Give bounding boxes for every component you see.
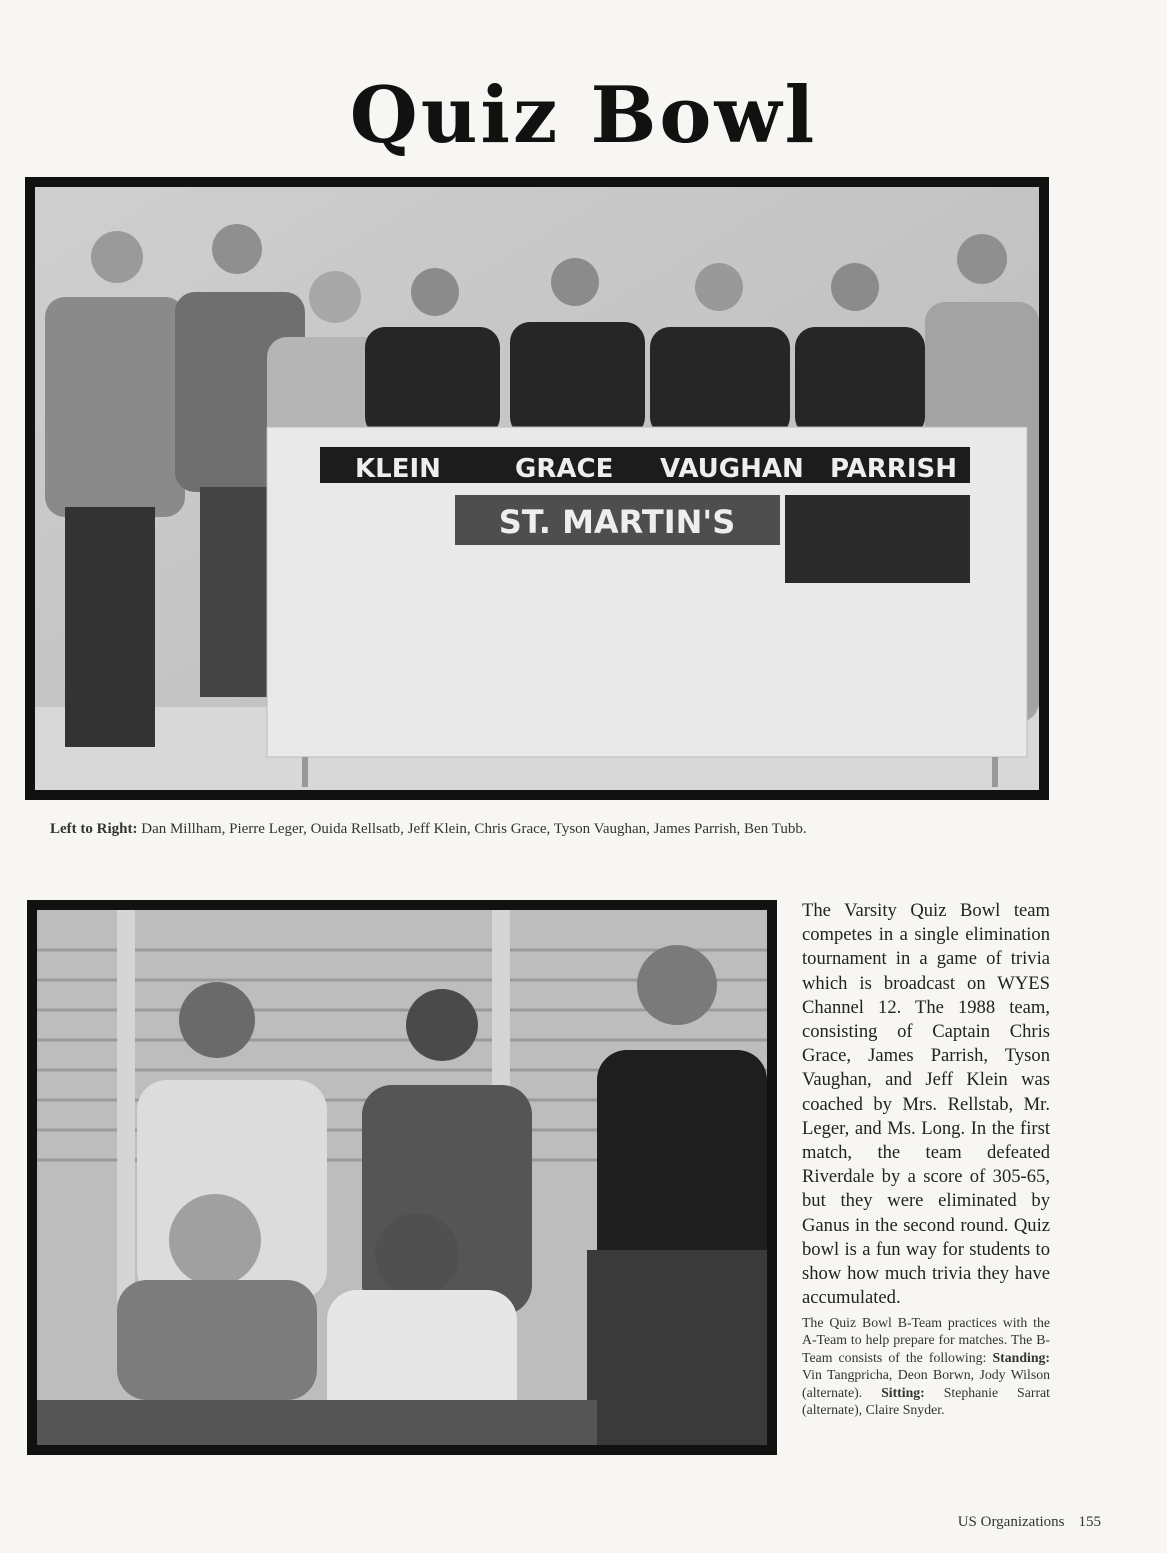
- article-body: The Varsity Quiz Bowl team competes in a single elimination tournament in a game of trivia which is broadcast on WYES Channel 12. The 1988 team, consisting of Captain Chris Grace, James Parrish, Tyson Vaughan, and Jeff Klein was coached by Mrs. Rellstab, Mr. Leger, and Ms. Long. In the first match, the team defeated Riverdale by a score of 305-65, but they were eliminated by Ganus in the second round. Quiz bowl is a fun way for students to show how much trivia they have accumulated.: [802, 900, 1050, 1309]
- standing-label: Standing:: [992, 1349, 1050, 1365]
- nameplate-vaughan: VAUGHAN: [660, 454, 804, 484]
- caption-label: Left to Right:: [50, 821, 138, 837]
- nameplate-parrish: PARRISH: [830, 454, 957, 484]
- footer-section: US Organizations: [957, 1514, 1065, 1530]
- sitting-label: Sitting:: [881, 1384, 925, 1400]
- b-team-caption: [802, 1314, 1050, 1418]
- varsity-team-photo-image: [35, 187, 1039, 790]
- page-number: 155: [1078, 1514, 1101, 1530]
- page-title: Quiz Bowl: [349, 70, 818, 161]
- varsity-photo-caption: [50, 821, 1130, 838]
- nameplate-klein: KLEIN: [355, 454, 441, 484]
- varsity-team-photo: [25, 177, 1049, 800]
- scoreboard: [785, 495, 970, 583]
- page-footer: [958, 1514, 1101, 1531]
- school-sign: ST. MARTIN'S: [498, 503, 736, 541]
- sitting-names: Stephanie Sarrat (alternate), Claire Snyder.: [802, 1384, 1050, 1418]
- b-team-photo: [27, 900, 777, 1455]
- standing-names: Vin Tangpricha, Deon Borwn, Jody Wilson (alternate).: [802, 1367, 1050, 1400]
- b-team-intro: The Quiz Bowl B-Team practices with the A-Team to help prepare for matches. The B-Team consists of the following:: [802, 1315, 1050, 1365]
- b-team-photo-image: [37, 910, 767, 1445]
- nameplate-grace: GRACE: [515, 454, 614, 484]
- caption-names: Dan Millham, Pierre Leger, Ouida Rellsatb, Jeff Klein, Chris Grace, Tyson Vaughan, James Parrish, Ben Tubb.: [141, 821, 807, 837]
